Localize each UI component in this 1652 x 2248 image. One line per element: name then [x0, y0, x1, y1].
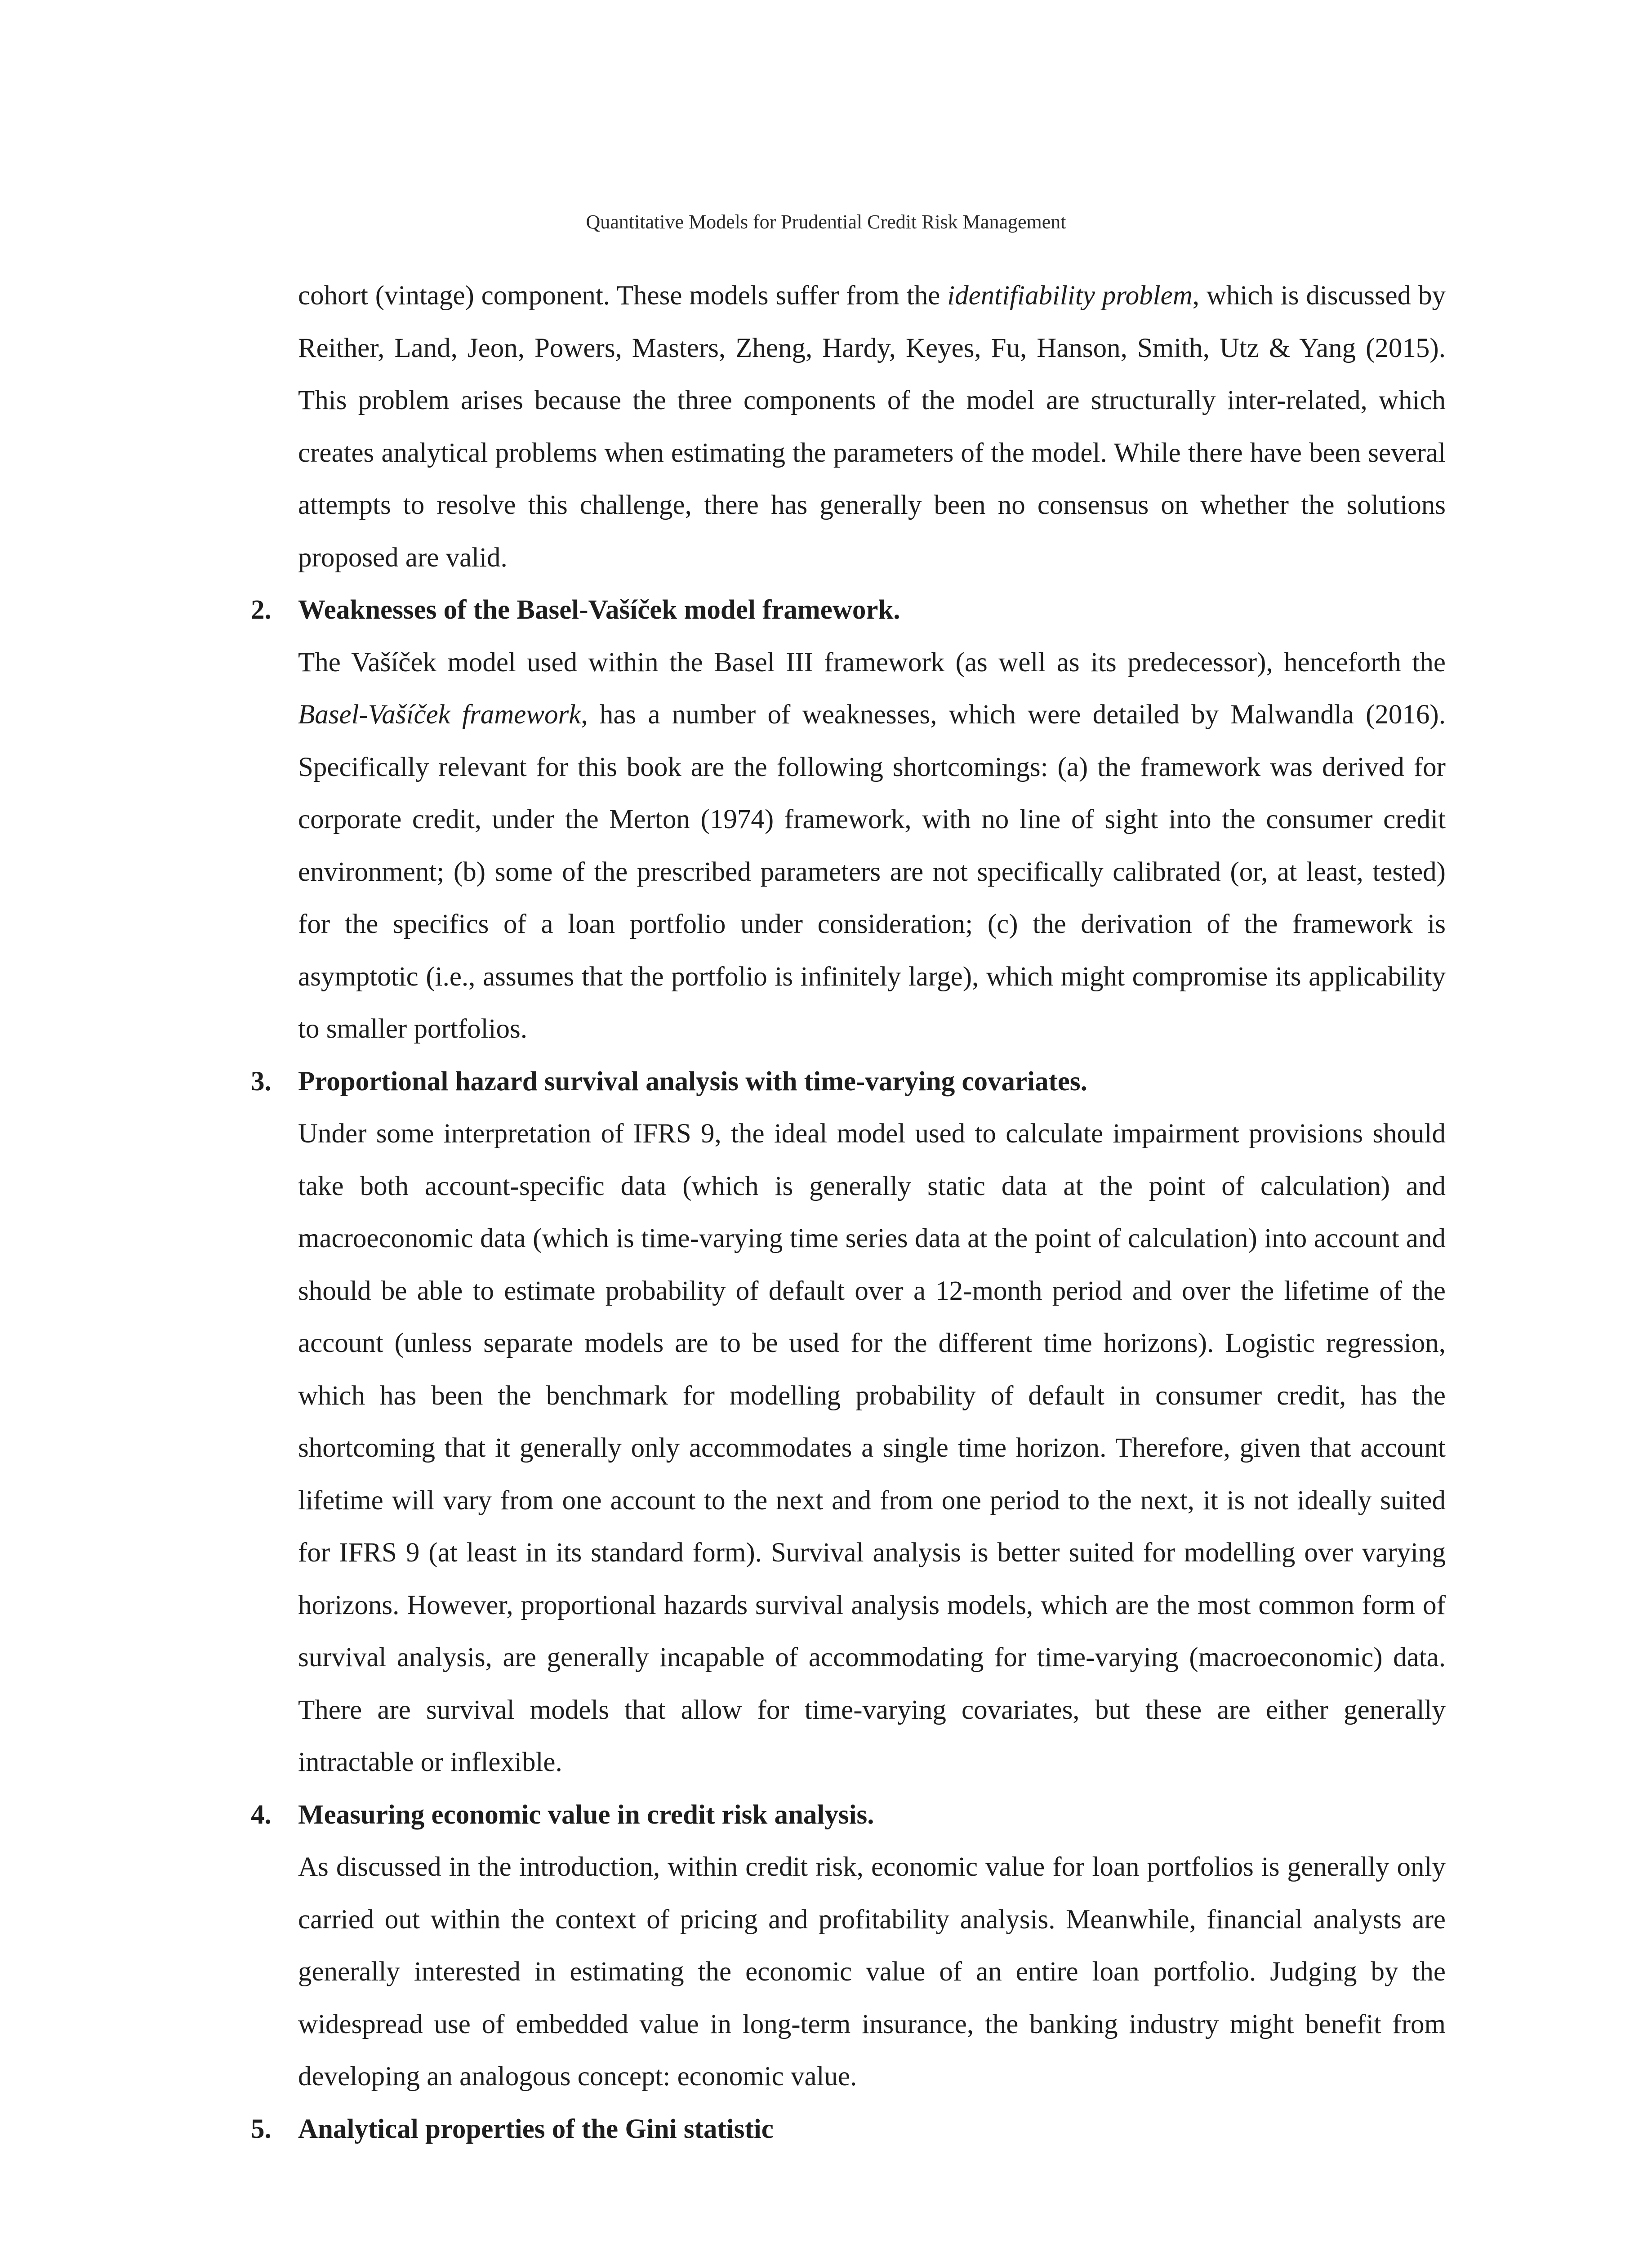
item-heading: Measuring economic value in credit risk analysis.: [298, 1799, 874, 1830]
list-item-5: [251, 2103, 1446, 2156]
body-text: [251, 270, 1446, 2155]
intro-paragraph: [298, 270, 1446, 584]
list-item-3: [251, 1056, 1446, 1789]
item-heading: Proportional hazard survival analysis with time-varying covariates.: [298, 1066, 1087, 1097]
item-heading: Analytical properties of the Gini statistic: [298, 2114, 774, 2144]
item-number: 3.: [251, 1066, 272, 1097]
item-emphasis: Basel-Vašíček framework: [298, 700, 581, 730]
list-item-4: [251, 1789, 1446, 2103]
item-body: As discussed in the introduction, within credit risk, economic value for loan portfolios is generally only carried out within the context of pricing and profitability analysis. Meanwhile, financial analysts are generally interested in estimating the economic value of an entire loan portfolio. Judging by the widespread use of embedded value in long-term insurance, the banking industry might benefit from developing an analogous concept: economic value.: [298, 1852, 1446, 2092]
item-text-start: The Vašíček model used within the Basel III framework (as well as its predecessor), henceforth the: [298, 647, 1446, 678]
intro-emphasis: identifiability problem: [947, 281, 1193, 311]
list-item-2: [251, 584, 1446, 1056]
item-heading: Weaknesses of the Basel-Vašíček model framework.: [298, 595, 900, 625]
running-header: Quantitative Models for Prudential Credit Risk Management: [586, 211, 1066, 233]
item-number: 4.: [251, 1799, 272, 1830]
item-number: 5.: [251, 2114, 272, 2144]
item-number: 2.: [251, 595, 272, 625]
item-body: Under some interpretation of IFRS 9, the ideal model used to calculate impairment provisions should take both account-specific data (which is generally static data at the point of calculation) and macroeconomic data (which is time-varying time series data at the point of calculation) into account and should be able to estimate probability of default over a 12-month period and over the lifetime of the account (unless separate models are to be used for the different time horizons). Logistic regression, which has been the benchmark for modelling probability of default in consumer credit, has the shortcoming that it generally only accommodates a single time horizon. Therefore, given that account lifetime will vary from one account to the next and from one period to the next, it is not ideally suited for IFRS 9 (at least in its standard form). Survival analysis is better suited for modelling over varying horizons. However, proportional hazards survival analysis models, which are the most common form of survival analysis, are generally incapable of accommodating for time-varying (macroeconomic) data. There are survival models that allow for time-varying covariates, but these are either generally intractable or inflexible.: [298, 1119, 1446, 1777]
item-body: [298, 637, 1446, 1056]
intro-text-start: cohort (vintage) component. These models suffer from the: [298, 281, 948, 311]
intro-text-end: , which is discussed by Reither, Land, Jeon, Powers, Masters, Zheng, Hardy, Keyes, Fu, Hanson, Smith, Utz & Yang (2015). This problem arises because the three components of the model are structurally inter-related, which creates analytical problems when estimating the parameters of the model. While there have been several attempts to resolve this challenge, there has generally been no consensus on whether the solutions proposed are valid.: [298, 281, 1446, 573]
item-text-end: , has a number of weaknesses, which were detailed by Malwandla (2016). Specifically relevant for this book are the following shortcomings: (a) the framework was derived for corporate credit, under the Merton (1974) framework, with no line of sight into the consumer credit environment; (b) some of the prescribed parameters are not specifically calibrated (or, at least, tested) for the specifics of a loan portfolio under consideration; (c) the derivation of the framework is asymptotic (i.e., assumes that the portfolio is infinitely large), which might compromise its applicability to smaller portfolios.: [298, 700, 1446, 1044]
